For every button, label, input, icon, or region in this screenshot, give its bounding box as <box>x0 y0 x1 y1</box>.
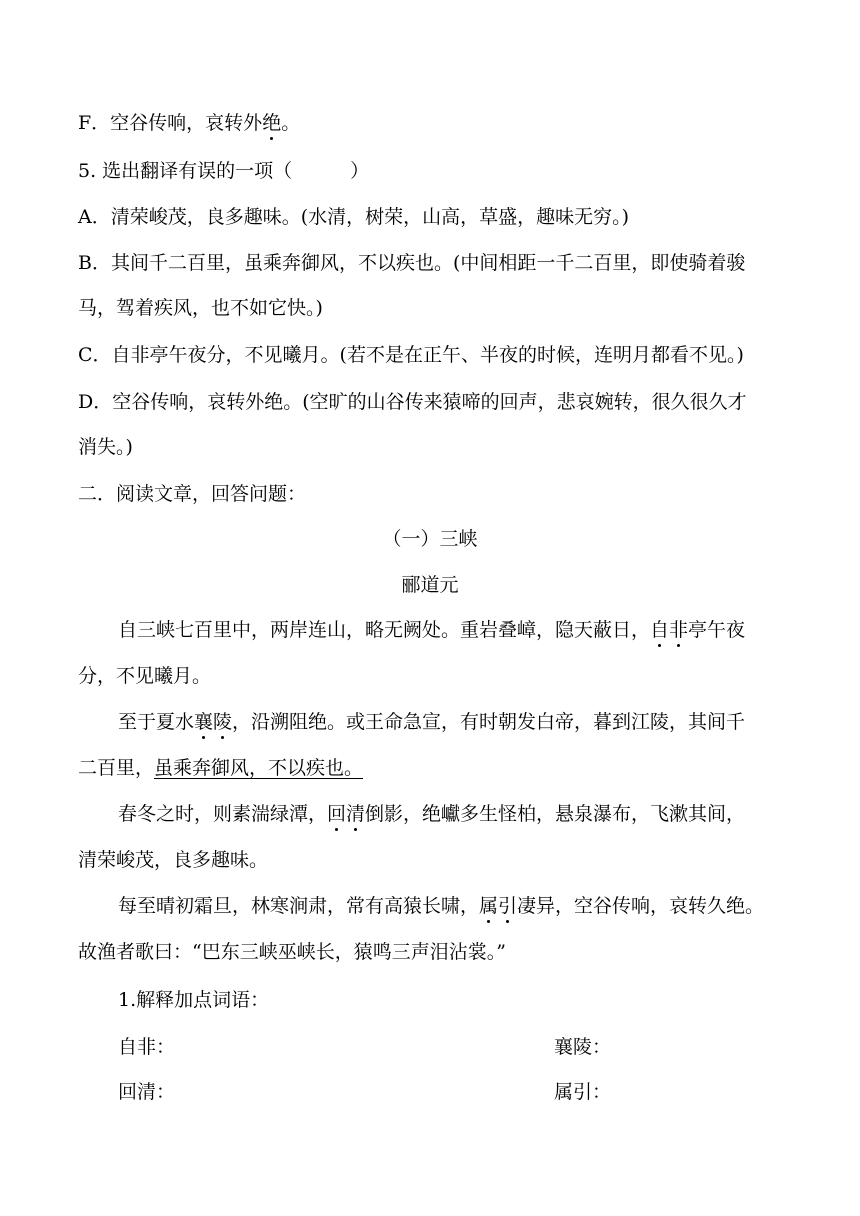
passage-p3-line2: 清荣峻茂，良多趣味。 <box>78 849 269 871</box>
q4-option-f: F．空谷传响，哀转外绝。 <box>78 112 301 134</box>
term-label-zifei: 自非： <box>118 1036 176 1058</box>
q5-option-c: C．自非亭午夜分，不见曦月。(若不是在正午、半夜的时候，连明月都看不见。) <box>78 344 744 366</box>
passage-p1-line1: 自三峡七百里中，两岸连山，略无阙处。重岩叠嶂，隐天蔽日，自非亭午夜 <box>118 619 746 641</box>
emphasis-dot-char: 绝 <box>262 112 282 134</box>
passage-p2-line2: 二百里，虽乘奔御风，不以疾也。 <box>78 757 364 779</box>
passage-p4-line2: 故渔者歌曰：“巴东三峡巫峡长，猿鸣三声泪沾裳。” <box>78 941 506 963</box>
dotted-term-xiangling: 襄陵 <box>194 711 233 733</box>
dotted-term-shuyin: 属引 <box>479 895 518 917</box>
q5-option-a: A．清荣峻茂，良多趣味。(水清，树荣，山高，草盛，趣味无穷。) <box>78 206 630 228</box>
q5-stem: 5. 选出翻译有误的一项（ ） <box>78 160 370 182</box>
passage-p4-line1: 每至晴初霜旦，林寒涧肃，常有高猿长啸，属引凄异，空谷传响，哀转久绝。 <box>118 895 765 917</box>
q5-option-d-line2: 消失。) <box>78 436 133 458</box>
dotted-term-zifei: 自非 <box>650 619 689 641</box>
passage-title: （一）三峡 <box>382 528 478 550</box>
term-label-shuyin: 属引： <box>554 1081 612 1103</box>
question1-stem: 1.解释加点词语： <box>118 989 270 1011</box>
term-label-huiqing: 回清： <box>118 1081 176 1103</box>
passage-p2-line1: 至于夏水襄陵，沿溯阻绝。或王命急宣，有时朝发白帝，暮到江陵，其间千 <box>118 711 746 733</box>
term-label-xiangling: 襄陵： <box>554 1036 612 1058</box>
q5-option-d-line1: D．空谷传响，哀转外绝。(空旷的山谷传来猿啼的回声，悲哀婉转，很久很久才 <box>78 391 747 413</box>
passage-p1-line2: 分，不见曦月。 <box>78 665 212 687</box>
dotted-term-huiqing: 回清 <box>327 803 366 825</box>
section2-heading: 二．阅读文章，回答问题： <box>78 483 307 505</box>
passage-author: 郦道元 <box>401 574 459 596</box>
q5-option-b-line2: 马，驾着疾风，也不如它快。) <box>78 297 323 319</box>
q5-option-b-line1: B．其间千二百里，虽乘奔御风，不以疾也。(中间相距一千二百里，即使骑着骏 <box>78 252 746 274</box>
passage-p3-line1: 春冬之时，则素湍绿潭，回清倒影，绝巘多生怪柏，悬泉瀑布，飞漱其间， <box>118 803 746 825</box>
underlined-sentence: 虽乘奔御风，不以疾也。 <box>154 757 364 779</box>
